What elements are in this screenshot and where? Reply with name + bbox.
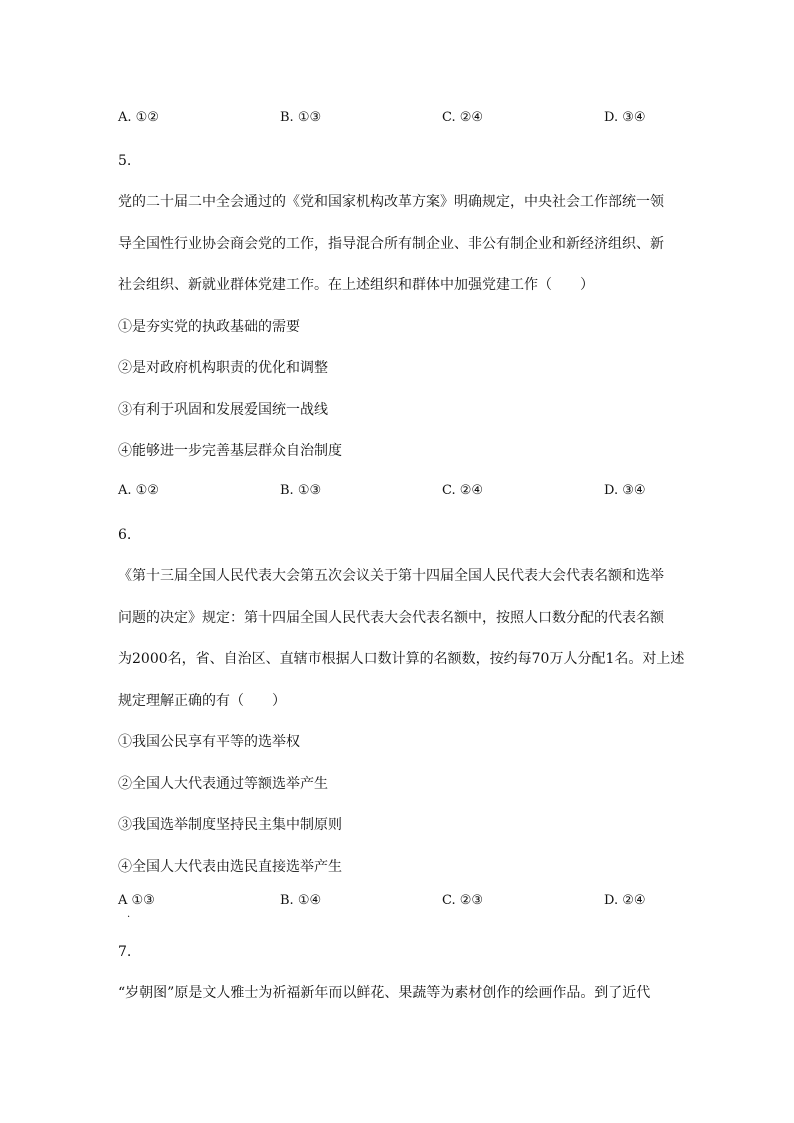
q5-statement-1: ①是夯实党的执政基础的需要 (118, 319, 300, 335)
q4-option-b: B. ①③ (280, 110, 322, 125)
q5-statement-4: ④能够进一步完善基层群众自治制度 (118, 443, 342, 459)
q5-option-c: C. ②④ (442, 483, 484, 498)
q6-statement-2: ②全国人大代表通过等额选举产生 (118, 776, 328, 792)
q7-number: 7. (118, 944, 132, 960)
q6-option-b: B. ①④ (280, 893, 322, 908)
q6-option-c: C. ②③ (442, 893, 484, 908)
q6-option-a-dot: . (127, 909, 131, 920)
q6-stem-line-1: 《第十三届全国人民代表大会第五次会议关于第十四届全国人民代表大会代表名额和选举 (118, 568, 664, 584)
q5-stem-line-2: 导全国性行业协会商会党的工作，指导混合所有制企业、非公有制企业和新经济组织、新 (118, 236, 664, 252)
q5-statement-2: ②是对政府机构职责的优化和调整 (118, 360, 328, 376)
q6-option-a: A ①③ (118, 893, 155, 908)
q5-statement-3: ③有利于巩固和发展爱国统一战线 (118, 402, 328, 418)
q5-number: 5. (118, 153, 132, 169)
q5-option-a: A. ①② (118, 483, 159, 498)
q5-stem-line-3: 社会组织、新就业群体党建工作。在上述组织和群体中加强党建工作（ ） (118, 277, 594, 293)
q5-stem-line-1: 党的二十届二中全会通过的《党和国家机构改革方案》明确规定，中央社会工作部统一领 (118, 194, 664, 210)
q4-option-d: D. ③④ (604, 110, 646, 125)
q6-statement-4: ④全国人大代表由选民直接选举产生 (118, 859, 342, 875)
q5-option-d: D. ③④ (604, 483, 646, 498)
q6-statement-3: ③我国选举制度坚持民主集中制原则 (118, 817, 342, 833)
q7-stem-line-1: “岁朝图”原是文人雅士为祈福新年而以鲜花、果蔬等为素材创作的绘画作品。到了近代 (118, 985, 651, 1001)
q6-statement-1: ①我国公民享有平等的选举权 (118, 734, 300, 750)
q6-stem-line-3: 为2000名，省、自治区、直辖市根据人口数计算的名额数，按约每70万人分配1名。对上述 (118, 651, 685, 667)
q5-options (118, 483, 678, 503)
q4-options (118, 110, 678, 130)
q6-stem-line-2: 问题的决定》规定：第十四届全国人民代表大会代表名额中，按照人口数分配的代表名额 (118, 610, 664, 626)
q4-option-c: C. ②④ (442, 110, 484, 125)
q5-option-b: B. ①③ (280, 483, 322, 498)
q6-options (118, 893, 678, 913)
q6-option-d: D. ②④ (604, 893, 646, 908)
q4-option-a: A. ①② (118, 110, 159, 125)
q6-stem-line-4: 规定理解正确的有（ ） (118, 693, 286, 709)
q6-number: 6. (118, 527, 132, 543)
